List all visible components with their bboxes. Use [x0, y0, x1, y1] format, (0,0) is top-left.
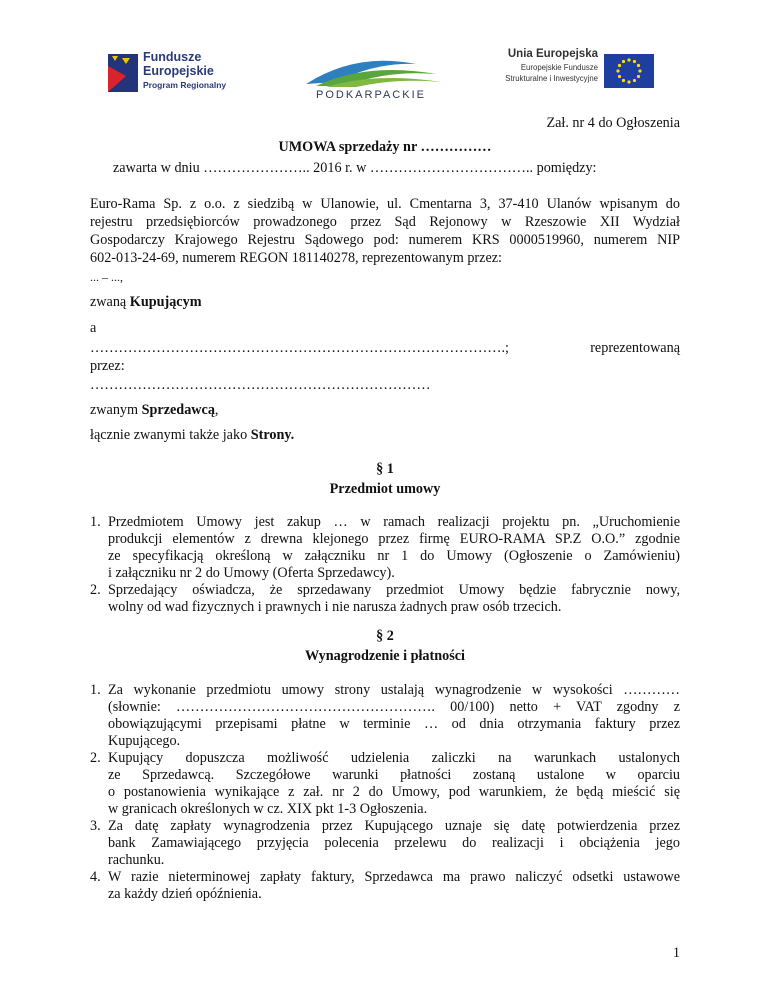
item-line: i załączniku nr 2 do Umowy (Oferta Sprzedawcy). — [108, 565, 395, 581]
jointly-name: Strony. — [250, 427, 295, 443]
section2-item4 — [90, 869, 680, 905]
item-line: Za datę zapłaty wynagrodzenia przez Kupującego uznaje się datę potwierdzenia przez — [108, 818, 680, 834]
item-line: rachunku. — [108, 852, 165, 868]
item-line: produkcji elementów z drewna klejonego przez firmę EURO-RAMA SP.Z O.O.” zgodnie — [108, 531, 680, 547]
attachment-label: Zał. nr 4 do Ogłoszenia — [546, 115, 680, 131]
and-word: a — [90, 320, 97, 336]
seller-line — [90, 340, 680, 357]
fundusze-text — [143, 50, 226, 92]
fundusze-line2: Europejskie — [143, 64, 214, 78]
section2-item3 — [90, 818, 680, 870]
seller-called-line — [90, 402, 680, 419]
buyer-called-line — [90, 294, 680, 311]
item-line: wolny od wad fizycznych i prawnych i nie narusza żadnych praw osób trzecich. — [108, 599, 562, 615]
seller-called-prefix: zwanym — [90, 402, 139, 418]
item-line: W razie nieterminowej zapłaty faktury, Sprzedawca ma prawo naliczyć odsetki ustawowe — [108, 869, 680, 885]
item-number: 2. — [90, 750, 101, 766]
unia-europejska-logo — [494, 46, 664, 102]
section1-item2 — [90, 582, 680, 618]
ue-text — [494, 46, 598, 84]
section1-number: § 1 — [376, 461, 394, 477]
item-number: 3. — [90, 818, 101, 834]
podkarpackie-logo — [296, 52, 446, 108]
item-number: 1. — [90, 682, 101, 698]
buyer-paragraph-line2: rejestru przedsiębiorców prowadzonego przez Sąd Rejonowy w Rzeszowie XII Wydział — [90, 214, 680, 230]
seller-rep-word: reprezentowaną — [590, 340, 680, 356]
fundusze-line3: Program Regionalny — [143, 80, 227, 90]
section1-item1 — [90, 514, 680, 584]
item-line: obowiązującymi przepisami płatne w terminie … od dnia otrzymania faktury przez — [108, 716, 680, 732]
buyer-paragraph-line1: Euro-Rama Sp. z o.o. z siedzibą w Ulanowie, ul. Cmentarna 3, 37-410 Ulanów wpisanym do — [90, 196, 680, 212]
item-line: o postanowienia wynikające z zał. nr 2 do Umowy, pod warunkiem, że będą mieścić się — [108, 784, 680, 800]
podkarpackie-text: PODKARPACKIE — [316, 89, 426, 101]
jointly-line — [90, 427, 680, 444]
fundusze-europejskie-logo — [108, 50, 238, 100]
seller-rep-dots: ……………………………………………………………… — [90, 377, 431, 393]
concluded-line: zawarta w dniu ………………….. 2016 r. w …………………………….. pomiędzy: — [113, 160, 597, 176]
item-line: Kupujący dopuszcza możliwość udzielenia zaliczki na warunkach ustalonych — [108, 750, 680, 766]
jointly-prefix: łącznie zwanymi także jako — [90, 427, 248, 443]
buyer-called-prefix: zwaną — [90, 294, 127, 310]
section2-item1 — [90, 682, 680, 752]
section2-number: § 2 — [376, 628, 394, 644]
buyer-representative: ... – ..., — [90, 270, 123, 284]
seller-przez: przez: — [90, 358, 125, 374]
buyer-paragraph-line4: 602-013-24-69, numerem REGON 181140278, reprezentowanym przez: — [90, 250, 502, 266]
item-line: (słownie: ………………………………………………. 00/100) netto + VAT zgodny z — [108, 699, 680, 715]
item-line: ze Sprzedawcą. Szczegółowe warunki płatności zostaną ustalone w oparciu — [108, 767, 680, 783]
buyer-paragraph-line3: Gospodarczy Krajowego Rejestru Sądowego pod: numerem KRS 0000519960, numerem NIP — [90, 232, 680, 248]
section2-title: Wynagrodzenie i płatności — [304, 648, 465, 664]
item-line: ze specyfikacją określoną w załączniku nr 1 do Umowy (Ogłoszenie o Zamówieniu) — [108, 548, 680, 564]
buyer-name: Kupującym — [129, 294, 202, 310]
seller-comma: , — [214, 402, 219, 418]
item-line: bank Zamawiającego przyjęcia polecenia przelewu do realizacji i obciążenia jego — [108, 835, 680, 851]
logo-bar — [0, 38, 768, 108]
seller-name: Sprzedawcą — [141, 402, 215, 418]
seller-dots: …………………………………………………………………………….; — [90, 340, 509, 356]
podkarpackie-hills-icon — [296, 52, 446, 88]
item-line: Przedmiotem Umowy jest zakup … w ramach realizacji projektu pn. „Uruchomienie — [108, 514, 680, 530]
section1-title: Przedmiot umowy — [329, 481, 441, 497]
item-line: Za wykonanie przedmiotu umowy strony ustalają wynagrodzenie w wysokości ………… — [108, 682, 680, 698]
item-number: 4. — [90, 869, 101, 885]
section2-item2 — [90, 750, 680, 820]
fundusze-line1: Fundusze — [143, 50, 202, 64]
item-line: Sprzedający oświadcza, że sprzedawany przedmiot Umowy będzie fabrycznie nowy, — [108, 582, 680, 598]
ue-title: Unia Europejska — [507, 48, 598, 60]
ue-line2: Europejskie Fundusze — [520, 63, 598, 72]
ue-line3: Strukturalne i Inwestycyjne — [505, 74, 598, 83]
item-line: Kupującego. — [108, 733, 181, 749]
eu-flag-icon — [604, 54, 654, 88]
fundusze-flag-icon — [108, 54, 140, 94]
item-line: za każdy dzień opóźnienia. — [108, 886, 262, 902]
page-number: 1 — [672, 945, 680, 961]
contract-title: UMOWA sprzedaży nr …………… — [278, 139, 492, 155]
item-number: 2. — [90, 582, 101, 598]
item-number: 1. — [90, 514, 101, 530]
item-line: w granicach określonych w cz. XIX pkt 1-3 Ogłoszenia. — [108, 801, 428, 817]
